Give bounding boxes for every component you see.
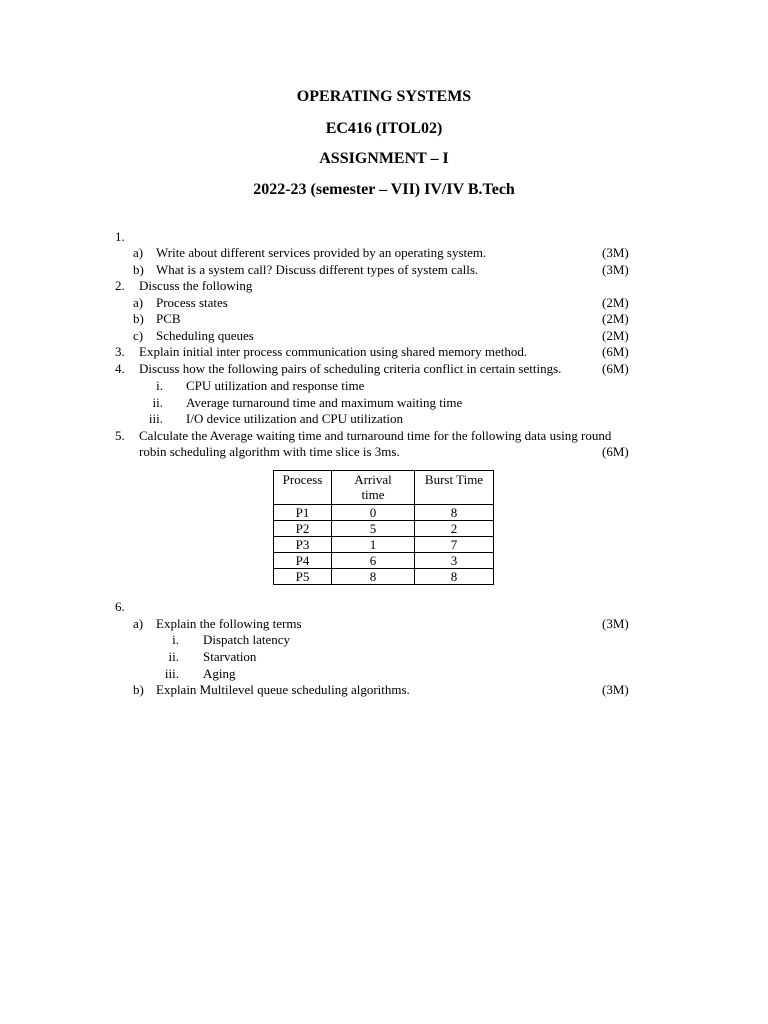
q6ii-text: Starvation (203, 649, 257, 664)
q4ii-text: Average turnaround time and maximum waiting time (186, 395, 463, 410)
header-arrival-time (332, 471, 415, 505)
table-cell: 6 (332, 553, 415, 569)
q6a-text: Explain the following terms (156, 616, 302, 631)
header-burst-time: Burst Time (415, 471, 494, 505)
q4i-text: CPU utilization and response time (186, 378, 365, 393)
q4-marks: (6M) (602, 361, 629, 376)
table-row (274, 537, 494, 553)
q1-number: 1. (115, 229, 125, 244)
q1b-marks: (3M) (602, 262, 629, 277)
q1a-label: a) (133, 245, 144, 260)
q3-marks: (6M) (602, 344, 629, 359)
q6iii-text: Aging (203, 666, 236, 681)
table-cell: 7 (415, 537, 494, 553)
q5-number: 5. (115, 428, 125, 443)
q5-text-line1: Calculate the Average waiting time and turnaround time for the following data using round (139, 428, 612, 443)
header-arrival-time-label: Arrival time (354, 472, 392, 502)
table-cell: 8 (332, 569, 415, 585)
q2a-marks: (2M) (602, 295, 629, 310)
q6b-text: Explain Multilevel queue scheduling algorithms. (156, 682, 410, 697)
table-cell: P1 (274, 505, 332, 521)
q2-text: Discuss the following (139, 278, 253, 293)
q2a-label: a) (133, 295, 144, 310)
table-cell: 0 (332, 505, 415, 521)
q3-number: 3. (115, 344, 125, 359)
table-cell: P4 (274, 553, 332, 569)
q6-number: 6. (115, 599, 125, 614)
q5-text-line2: robin scheduling algorithm with time slice is 3ms. (139, 444, 400, 459)
q6a-label: a) (133, 616, 144, 631)
q6b-marks: (3M) (602, 682, 629, 697)
q2c-label: c) (133, 328, 144, 343)
q4ii-label: ii. (152, 395, 163, 410)
q4iii-text: I/O device utilization and CPU utilization (186, 411, 403, 426)
table-cell: 5 (332, 521, 415, 537)
table-cell: 8 (415, 569, 494, 585)
process-table (273, 470, 494, 585)
q3-text: Explain initial inter process communication using shared memory method. (139, 344, 528, 359)
q6i-label: i. (172, 632, 179, 647)
q6ii-label: ii. (168, 649, 179, 664)
table-row (274, 521, 494, 537)
q6iii-label: iii. (164, 666, 179, 681)
table-row (274, 553, 494, 569)
q2b-text: PCB (156, 311, 181, 326)
table-cell: P2 (274, 521, 332, 537)
q1a-text: Write about different services provided by an operating system. (156, 245, 487, 260)
table-cell: P5 (274, 569, 332, 585)
header-process: Process (274, 471, 332, 505)
table-row (274, 569, 494, 585)
q2c-marks: (2M) (602, 328, 629, 343)
table-cell: 1 (332, 537, 415, 553)
session-heading: 2022-23 (semester – VII) IV/IV B.Tech (253, 181, 515, 198)
table-cell: P3 (274, 537, 332, 553)
document-title: OPERATING SYSTEMS (296, 88, 472, 105)
q6i-text: Dispatch latency (203, 632, 290, 647)
q4iii-label: iii. (148, 411, 163, 426)
table-row (274, 505, 494, 521)
q2c-text: Scheduling queues (156, 328, 254, 343)
q4-text: Discuss how the following pairs of scheduling criteria conflict in certain settings. (139, 361, 562, 376)
table-cell: 3 (415, 553, 494, 569)
assignment-heading: ASSIGNMENT – I (319, 150, 449, 167)
q6a-marks: (3M) (602, 616, 629, 631)
course-code: EC416 (ITOL02) (325, 120, 443, 137)
table-cell: 2 (415, 521, 494, 537)
q1b-text: What is a system call? Discuss different types of system calls. (156, 262, 479, 277)
q5-marks: (6M) (602, 444, 629, 459)
q6b-label: b) (133, 682, 144, 697)
q2-number: 2. (115, 278, 125, 293)
q2b-label: b) (133, 311, 144, 326)
table-cell: 8 (415, 505, 494, 521)
q4i-label: i. (156, 378, 163, 393)
q1a-marks: (3M) (602, 245, 629, 260)
table-header-row (274, 471, 494, 505)
q2a-text: Process states (156, 295, 228, 310)
q4-number: 4. (115, 361, 125, 376)
q1b-label: b) (133, 262, 144, 277)
q2b-marks: (2M) (602, 311, 629, 326)
